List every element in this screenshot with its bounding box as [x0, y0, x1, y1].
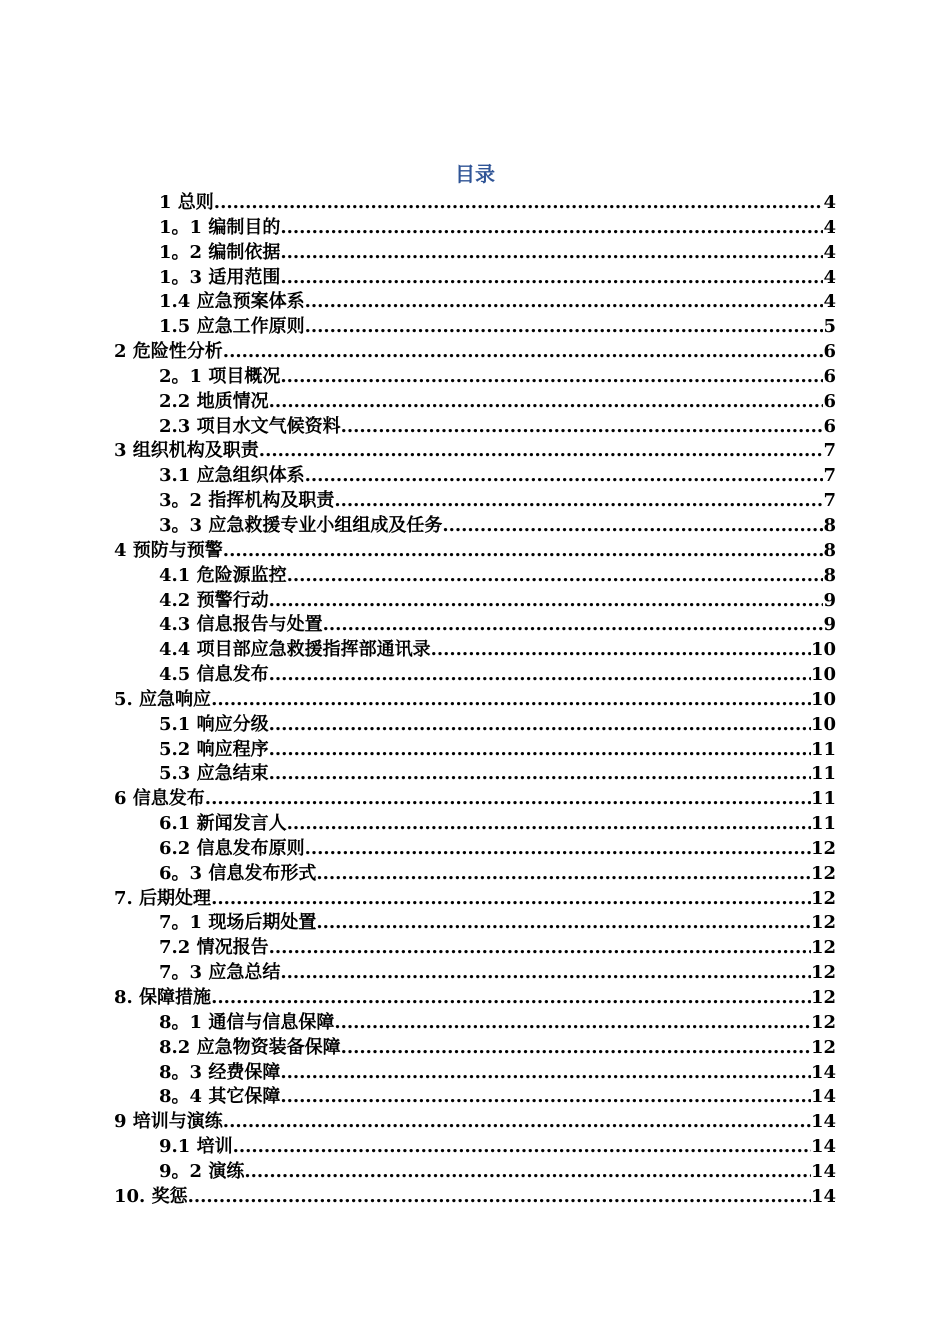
toc-entry-page-number: 7 — [823, 440, 836, 462]
toc-entry[interactable] — [0, 961, 950, 986]
toc-dot-leader — [269, 589, 824, 614]
toc-entry[interactable] — [0, 1036, 950, 1061]
toc-entry[interactable] — [0, 862, 950, 887]
toc-dot-leader — [305, 837, 811, 862]
toc-entry[interactable] — [0, 464, 950, 489]
toc-dot-leader — [188, 1185, 811, 1210]
toc-entry[interactable] — [0, 738, 950, 763]
toc-dot-leader — [223, 1110, 811, 1135]
toc-entry-page-number: 5 — [823, 316, 836, 338]
toc-dot-leader — [280, 1061, 811, 1086]
toc-dot-leader — [334, 489, 823, 514]
toc-dot-leader — [223, 539, 824, 564]
toc-entry-page-number: 12 — [810, 937, 836, 959]
toc-entry-page-number: 12 — [810, 962, 836, 984]
toc-entry[interactable] — [0, 887, 950, 912]
toc-entry-page-number: 11 — [810, 813, 836, 835]
toc-entry[interactable] — [0, 489, 950, 514]
toc-entry-page-number: 14 — [810, 1160, 836, 1182]
toc-dot-leader — [259, 439, 824, 464]
toc-entry-page-number: 14 — [810, 1086, 836, 1108]
toc-dot-leader — [269, 762, 811, 787]
toc-entry[interactable] — [0, 564, 950, 589]
toc-entry-label: 7.2 情况报告 — [159, 937, 269, 959]
toc-entry-label: 3。3 应急救援专业小组组成及任务 — [159, 514, 443, 536]
toc-dot-leader — [280, 266, 823, 291]
toc-title: 目录 — [455, 162, 495, 186]
toc-entry[interactable] — [0, 787, 950, 812]
toc-entry-page-number: 14 — [810, 1061, 836, 1083]
toc-entry-label: 7. 后期处理 — [114, 887, 212, 909]
toc-entry[interactable] — [0, 439, 950, 464]
toc-entry[interactable] — [0, 315, 950, 340]
toc-entry[interactable] — [0, 762, 950, 787]
toc-dot-leader — [269, 390, 824, 415]
toc-entry-page-number: 14 — [810, 1136, 836, 1158]
toc-entry-page-number: 14 — [810, 1185, 836, 1207]
toc-entry-label: 8。1 通信与信息保障 — [159, 1011, 335, 1033]
toc-dot-leader — [211, 688, 811, 713]
toc-entry-page-number: 8 — [823, 514, 836, 536]
toc-dot-leader — [269, 663, 811, 688]
toc-dot-leader — [287, 564, 824, 589]
toc-entry-page-number: 8 — [823, 564, 836, 586]
toc-entry-label: 1。2 编制依据 — [159, 241, 281, 263]
toc-entry-page-number: 4 — [823, 216, 836, 238]
toc-entry-page-number: 8 — [823, 539, 836, 561]
toc-entry-page-number: 6 — [823, 415, 836, 437]
toc-entry-label: 5.3 应急结束 — [159, 763, 269, 785]
toc-entry-label: 4.2 预警行动 — [159, 589, 269, 611]
toc-dot-leader — [280, 241, 823, 266]
toc-dot-leader — [287, 812, 811, 837]
toc-entry[interactable] — [0, 688, 950, 713]
toc-entry-label: 4.4 项目部应急救援指挥部通讯录 — [159, 639, 431, 661]
toc-dot-leader — [244, 1160, 811, 1185]
toc-entry-page-number: 12 — [810, 837, 836, 859]
toc-entry-label: 6 信息发布 — [114, 788, 205, 810]
toc-dot-leader — [305, 464, 824, 489]
toc-entry-page-number: 7 — [823, 465, 836, 487]
toc-entry[interactable] — [0, 589, 950, 614]
toc-entry-label: 10. 奖惩 — [114, 1185, 188, 1207]
toc-entry-page-number: 12 — [810, 1036, 836, 1058]
toc-entry-label: 3.1 应急组织体系 — [159, 465, 305, 487]
toc-dot-leader — [334, 1011, 811, 1036]
toc-entry-label: 4.3 信息报告与处置 — [159, 614, 323, 636]
toc-dot-leader — [269, 713, 811, 738]
toc-entry-page-number: 4 — [823, 291, 836, 313]
toc-entry-page-number: 12 — [810, 887, 836, 909]
toc-dot-leader — [323, 613, 824, 638]
toc-entry[interactable] — [0, 1185, 950, 1210]
toc-entry[interactable] — [0, 812, 950, 837]
toc-entry-label: 1.5 应急工作原则 — [159, 316, 305, 338]
toc-entry-label: 4.5 信息发布 — [159, 664, 269, 686]
toc-entry-page-number: 12 — [810, 862, 836, 884]
toc-entry[interactable] — [0, 241, 950, 266]
toc-list — [0, 191, 950, 1210]
toc-entry-label: 2 危险性分析 — [114, 341, 223, 363]
toc-entry[interactable] — [0, 1061, 950, 1086]
toc-entry-label: 1。1 编制目的 — [159, 216, 281, 238]
toc-entry[interactable] — [0, 1011, 950, 1036]
toc-entry[interactable] — [0, 837, 950, 862]
toc-dot-leader — [269, 936, 811, 961]
toc-entry-label: 1 总则 — [159, 192, 214, 213]
toc-entry-page-number: 12 — [810, 912, 836, 934]
toc-entry-label: 3。2 指挥机构及职责 — [159, 490, 335, 512]
toc-entry-label: 8.2 应急物资装备保障 — [159, 1036, 341, 1058]
toc-entry[interactable] — [0, 216, 950, 241]
toc-entry-label: 1.4 应急预案体系 — [159, 291, 305, 313]
toc-entry-label: 5.2 响应程序 — [159, 738, 269, 760]
toc-dot-leader — [211, 986, 811, 1011]
toc-entry[interactable] — [0, 539, 950, 564]
toc-dot-leader — [223, 340, 824, 365]
toc-entry-label: 8. 保障措施 — [114, 987, 212, 1008]
toc-entry[interactable] — [0, 365, 950, 390]
toc-dot-leader — [233, 1135, 811, 1160]
toc-entry-page-number: 4 — [823, 241, 836, 263]
toc-entry-label: 5. 应急响应 — [114, 688, 212, 710]
toc-entry-label: 9。2 演练 — [159, 1160, 245, 1182]
toc-entry[interactable] — [0, 911, 950, 936]
toc-dot-leader — [280, 1085, 811, 1110]
toc-dot-leader — [269, 738, 811, 763]
toc-dot-leader — [431, 638, 811, 663]
toc-entry[interactable] — [0, 290, 950, 315]
toc-entry-page-number: 9 — [823, 614, 836, 636]
toc-entry-label: 6.2 信息发布原则 — [159, 837, 305, 859]
toc-entry-page-number: 6 — [823, 341, 836, 363]
toc-entry-label: 8。3 经费保障 — [159, 1061, 281, 1083]
toc-entry-label: 7。1 现场后期处置 — [159, 912, 317, 934]
toc-entry[interactable] — [0, 663, 950, 688]
toc-entry[interactable] — [0, 936, 950, 961]
toc-entry-page-number: 7 — [823, 490, 836, 512]
toc-entry-label: 1。3 适用范围 — [159, 266, 281, 288]
toc-dot-leader — [305, 290, 824, 315]
toc-dot-leader — [211, 887, 811, 912]
toc-entry[interactable] — [0, 415, 950, 440]
toc-dot-leader — [280, 961, 811, 986]
toc-entry-page-number: 14 — [810, 1111, 836, 1133]
toc-entry[interactable] — [0, 713, 950, 738]
toc-entry-page-number: 9 — [823, 589, 836, 611]
toc-dot-leader — [341, 415, 824, 440]
toc-entry[interactable] — [0, 986, 950, 1011]
toc-entry-page-number: 4 — [823, 192, 836, 213]
toc-entry-label: 4 预防与预警 — [114, 539, 223, 561]
toc-entry-label: 2.3 项目水文气候资料 — [159, 415, 341, 437]
toc-entry-label: 8。4 其它保障 — [159, 1086, 281, 1108]
toc-entry-page-number: 10 — [810, 639, 836, 661]
toc-entry[interactable] — [0, 514, 950, 539]
toc-entry[interactable] — [0, 340, 950, 365]
toc-dot-leader — [442, 514, 823, 539]
toc-dot-leader — [280, 365, 823, 390]
toc-entry-page-number: 11 — [810, 788, 836, 810]
toc-dot-leader — [341, 1036, 811, 1061]
toc-entry-page-number: 12 — [810, 987, 836, 1008]
toc-entry-page-number: 12 — [810, 1011, 836, 1033]
toc-entry-page-number: 6 — [823, 365, 836, 387]
toc-entry-label: 6.1 新闻发言人 — [159, 813, 287, 835]
toc-entry[interactable] — [0, 638, 950, 663]
toc-dot-leader — [316, 911, 811, 936]
toc-entry[interactable] — [0, 191, 950, 216]
toc-dot-leader — [280, 216, 823, 241]
toc-entry-label: 2。1 项目概况 — [159, 365, 281, 387]
toc-entry-label: 5.1 响应分级 — [159, 713, 269, 735]
toc-entry[interactable] — [0, 266, 950, 291]
toc-entry[interactable] — [0, 1110, 950, 1135]
toc-entry[interactable] — [0, 390, 950, 415]
toc-dot-leader — [316, 862, 811, 887]
toc-dot-leader — [205, 787, 811, 812]
toc-entry-page-number: 11 — [810, 763, 836, 785]
toc-entry-page-number: 10 — [810, 713, 836, 735]
toc-dot-leader — [305, 315, 824, 340]
toc-entry-label: 9.1 培训 — [159, 1136, 233, 1158]
toc-entry-label: 2.2 地质情况 — [159, 390, 269, 412]
toc-entry-label: 4.1 危险源监控 — [159, 564, 287, 586]
toc-entry-page-number: 10 — [810, 688, 836, 710]
toc-entry[interactable] — [0, 1085, 950, 1110]
toc-entry-page-number: 4 — [823, 266, 836, 288]
toc-entry[interactable] — [0, 1135, 950, 1160]
toc-entry-label: 3 组织机构及职责 — [114, 440, 259, 462]
toc-entry-page-number: 11 — [810, 738, 836, 760]
toc-entry[interactable] — [0, 1160, 950, 1185]
toc-entry-label: 6。3 信息发布形式 — [159, 862, 317, 884]
toc-entry-page-number: 10 — [810, 664, 836, 686]
toc-entry-page-number: 6 — [823, 390, 836, 412]
toc-entry-label: 7。3 应急总结 — [159, 962, 281, 984]
toc-entry-label: 9 培训与演练 — [114, 1111, 223, 1133]
toc-dot-leader — [214, 191, 824, 216]
toc-entry[interactable] — [0, 613, 950, 638]
